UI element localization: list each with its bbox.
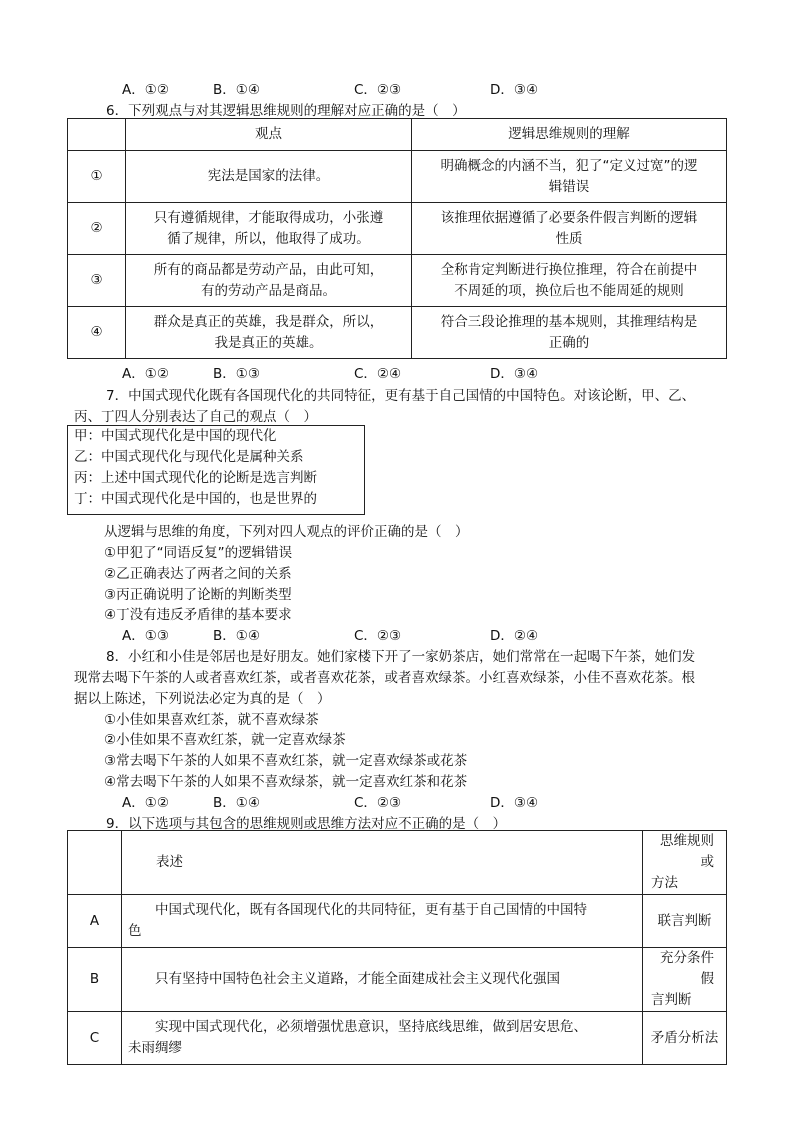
q6-row-view: 只有遵循规律，才能取得成功，小张遵 循了规律，所以，他取得了成功。	[126, 203, 412, 255]
q8-option-c[interactable]: C．②③	[354, 795, 402, 811]
q9-header-rule: 思维规则或 方法	[643, 831, 727, 895]
q7-opinion-box	[67, 425, 365, 515]
q8-stem-line2: 现常去喝下午茶的人或者喜欢红茶，或者喜欢花茶，或者喜欢绿茶。小红喜欢绿茶，小佳不喜欢花茶。根	[74, 670, 695, 686]
q8-item-4: ④常去喝下午茶的人如果不喜欢绿茶，就一定喜欢红茶和花茶	[104, 774, 468, 790]
q6-table	[67, 118, 727, 359]
q9-row-label: C	[68, 1012, 122, 1065]
q7-option-a[interactable]: A．①③	[122, 628, 169, 644]
q6-row	[68, 203, 727, 255]
q7-item-4: ④丁没有违反矛盾律的基本要求	[104, 607, 292, 623]
q6-row-rule: 该推理依据遵循了必要条件假言判断的逻辑 性质	[412, 203, 727, 255]
q8-option-a[interactable]: A．①②	[122, 795, 169, 811]
q7-option-b[interactable]: B．①④	[213, 628, 260, 644]
q6-stem: 6．下列观点与对其逻辑思维规则的理解对应正确的是（ ）	[106, 103, 466, 119]
q9-row-rule: 矛盾分析法	[643, 1012, 727, 1065]
q6-option-d[interactable]: D．③④	[490, 366, 539, 382]
q7-item-2: ②乙正确表达了两者之间的关系	[104, 566, 292, 582]
q6-header-view: 观点	[126, 119, 412, 151]
q7-option-c[interactable]: C．②③	[354, 628, 402, 644]
q5-option-c[interactable]: C．②③	[354, 82, 402, 98]
q7-stem-line2: 丙、丁四人分别表达了自己的观点（ ）	[74, 409, 317, 425]
q9-row-text: 中国式现代化，既有各国现代化的共同特征，更有基于自己国情的中国特 色	[122, 895, 643, 948]
q7-opinion-bing: 丙：上述中国式现代化的论断是选言判断	[74, 470, 317, 486]
q6-row	[68, 307, 727, 359]
q5-option-a[interactable]: A．①②	[122, 82, 169, 98]
q9-row	[68, 948, 727, 1012]
q9-row-text: 实现中国式现代化，必须增强忧患意识，坚持底线思维，做到居安思危、 未雨绸缪	[122, 1012, 643, 1065]
q9-table	[67, 830, 727, 1065]
q6-row-view: 所有的商品都是劳动产品，由此可知， 有的劳动产品是商品。	[126, 255, 412, 307]
q8-item-3: ③常去喝下午茶的人如果不喜欢红茶，就一定喜欢绿茶或花茶	[104, 753, 468, 769]
q6-row-view: 宪法是国家的法律。	[126, 151, 412, 203]
q9-row-label: A	[68, 895, 122, 948]
q6-row-num: ①	[68, 151, 126, 203]
q9-stem: 9．以下选项与其包含的思维规则或思维方法对应不正确的是（ ）	[106, 816, 507, 832]
q6-row-view: 群众是真正的英雄，我是群众，所以， 我是真正的英雄。	[126, 307, 412, 359]
q7-question: 从逻辑与思维的角度，下列对四人观点的评价正确的是（ ）	[104, 524, 469, 540]
q9-header-label	[68, 831, 122, 895]
q6-option-c[interactable]: C．②④	[354, 366, 402, 382]
q8-stem-line3: 据以上陈述，下列说法必定为真的是（ ）	[74, 691, 331, 707]
q6-row-num: ③	[68, 255, 126, 307]
q7-opinion-ding: 丁：中国式现代化是中国的，也是世界的	[74, 491, 317, 507]
q6-row-num: ④	[68, 307, 126, 359]
q9-row	[68, 1012, 727, 1065]
q7-stem-line1: 7．中国式现代化既有各国现代化的共同特征，更有基于自己国情的中国特色。对该论断，甲、乙、	[106, 388, 696, 404]
q6-row-rule: 全称肯定判断进行换位推理，符合在前提中 不周延的项，换位后也不能周延的规则	[412, 255, 727, 307]
q5-option-b[interactable]: B．①④	[213, 82, 260, 98]
q7-item-1: ①甲犯了“同语反复”的逻辑错误	[104, 545, 293, 561]
q8-option-b[interactable]: B．①④	[213, 795, 260, 811]
q6-row-rule: 符合三段论推理的基本规则，其推理结构是 正确的	[412, 307, 727, 359]
q7-opinion-jia: 甲：中国式现代化是中国的现代化	[74, 428, 277, 444]
q8-option-d[interactable]: D．③④	[490, 795, 539, 811]
q8-item-2: ②小佳如果不喜欢红茶，就一定喜欢绿茶	[104, 732, 346, 748]
q6-row-rule: 明确概念的内涵不当，犯了“定义过宽”的逻 辑错误	[412, 151, 727, 203]
q8-stem-line1: 8．小红和小佳是邻居也是好朋友。她们家楼下开了一家奶茶店，她们常常在一起喝下午茶，她们发	[106, 649, 696, 665]
q7-option-d[interactable]: D．②④	[490, 628, 539, 644]
q9-row-text: 只有坚持中国特色社会主义道路，才能全面建成社会主义现代化强国	[122, 948, 643, 1012]
q7-item-3: ③丙正确说明了论断的判断类型	[104, 587, 292, 603]
q9-row-rule: 充分条件假 言判断	[643, 948, 727, 1012]
q6-row-num: ②	[68, 203, 126, 255]
q6-row	[68, 255, 727, 307]
q6-header-num	[68, 119, 126, 151]
q8-item-1: ①小佳如果喜欢红茶，就不喜欢绿茶	[104, 712, 319, 728]
q9-header-text: 表述	[122, 831, 643, 895]
q6-row	[68, 151, 727, 203]
q6-option-a[interactable]: A．①②	[122, 366, 169, 382]
q9-row	[68, 895, 727, 948]
q9-row-rule: 联言判断	[643, 895, 727, 948]
q5-option-d[interactable]: D．③④	[490, 82, 539, 98]
q9-row-label: B	[68, 948, 122, 1012]
q7-opinion-yi: 乙：中国式现代化与现代化是属种关系	[74, 449, 304, 465]
q6-option-b[interactable]: B．①③	[213, 366, 260, 382]
q6-header-rule: 逻辑思维规则的理解	[412, 119, 727, 151]
